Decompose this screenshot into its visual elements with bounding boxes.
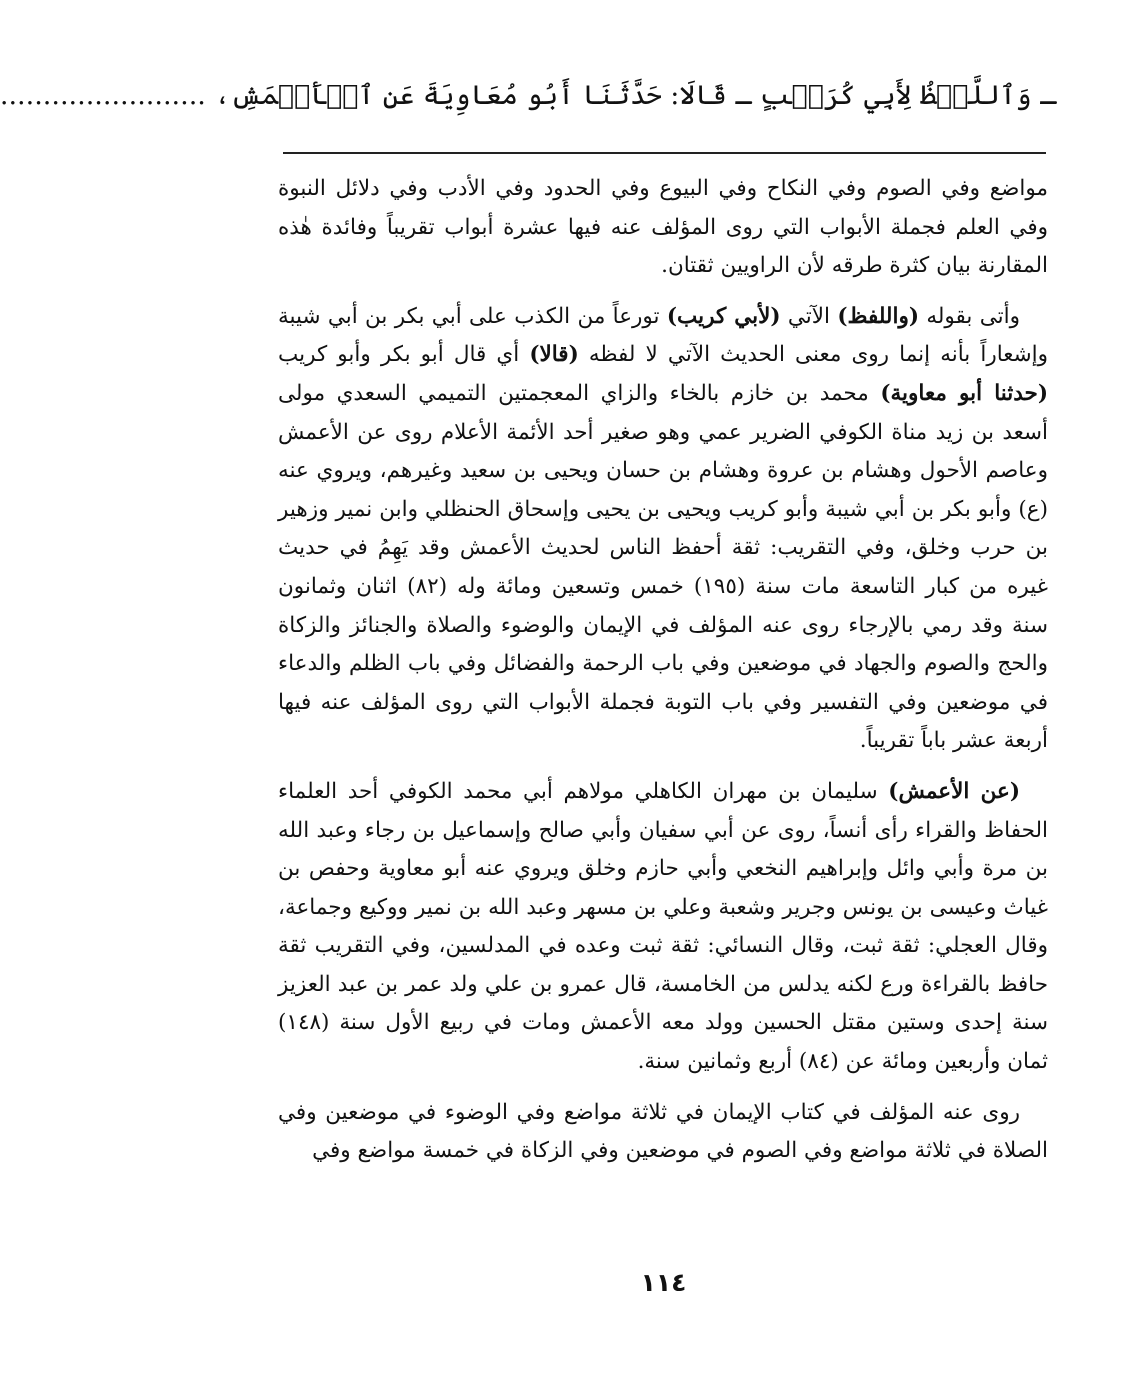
bold-term: (حدثنا أبو معاوية) bbox=[880, 380, 1048, 406]
page-number: ١١٤ bbox=[640, 1268, 687, 1297]
bold-term: (عن الأعمش) bbox=[888, 778, 1020, 804]
text-run: أي قال أبو بكر وأبو كريب bbox=[278, 342, 530, 368]
paragraph-3 bbox=[278, 773, 1048, 1082]
header-divider bbox=[283, 152, 1046, 154]
hadith-header-line: ـ وَٱللَّفۡظُ لِأَبِي كُرَيۡبٍ ـ قَالَا: حَدَّثَنَا أَبُو مُعَاوِيَةَ عَنِ ٱلۡأَعۡمَشِ، ........................ bbox=[0, 80, 1056, 111]
paragraph-4 bbox=[278, 1094, 1048, 1171]
text-run: تورعاً من الكذب على أبي بكر بن أبي شيبة وإشعاراً بأنه إنما روى معنى الحديث الآتي لا لفظه bbox=[278, 303, 1048, 368]
commentary-body bbox=[278, 170, 1048, 1171]
bold-term: (واللفظ) bbox=[837, 303, 920, 329]
paragraph-2 bbox=[278, 298, 1048, 761]
text-run: روى عنه المؤلف في كتاب الإيمان في ثلاثة مواضع وفي الوضوء في موضعين وفي الصلاة في ثلاثة مواضع وفي الصوم في موضعين وفي الزكاة في خمسة مواضع وفي bbox=[278, 1099, 1048, 1164]
text-run: مواضع وفي الصوم وفي النكاح وفي البيوع وفي الحدود وفي الأدب وفي دلائل النبوة وفي العلم فجملة الأبواب التي روى المؤلف عنه فيها عشرة أبواب تقريباً وفائدة هٰذه المقارنة بيان كثرة طرقه لأن الراويين ثقتان. bbox=[278, 176, 1048, 279]
text-run: محمد بن خازم بالخاء والزاي المعجمتين التميمي السعدي مولى أسعد بن زيد مناة الكوفي الضرير عمي وهو صغير أحد الأئمة الأعلام روى عن الأعمش وعاصم الأحول وهشام بن عروة وهشام بن حسان ويحيى بن سعيد وغيرهم، ويروي عنه (ع) وأبو بكر بن أبي شيبة وأبو كريب ويحيى بن يحيى وإسحاق الحنظلي وابن نمير وزهير بن حرب وخلق، وفي التقريب: ثقة أحفظ الناس لحديث الأعمش وقد يَهِمُ في حديث غيره من كبار التاسعة مات سنة (١٩٥) خمس وتسعين ومائة وله (٨٢) اثنان وثمانون سنة وقد رمي بالإرجاء روى عنه المؤلف في الإيمان والوضوء والصلاة والجنائز والزكاة والحج والصوم والجهاد في موضعين وفي باب الرحمة والفضائل وفي باب الظلم والدعاء في موضعين وفي التفسير وفي باب التوبة فجملة الأبواب التي روى المؤلف عنه فيها أربعة عشر باباً تقريباً. bbox=[278, 380, 1048, 754]
bold-term: (قالا) bbox=[529, 342, 579, 368]
text-run: سليمان بن مهران الكاهلي مولاهم أبي محمد الكوفي أحد العلماء الحفاظ والقراء رأى أنساً، روى عن أبي سفيان وأبي صالح وإسماعيل بن رجاء وعبد الله بن مرة وأبي وائل وإبراهيم النخعي وأبي حازم وخلق ويروي عنه أبو معاوية وحفص بن غياث وعيسى بن يونس وجرير وشعبة وعلي بن مسهر وعبد الله بن نمير ووكيع وجماعة، وقال العجلي: ثقة ثبت، وقال النسائي: ثقة ثبت وعده في المدلسين، وفي التقريب ثقة حافظ بالقراءة ورع لكنه يدلس من الخامسة، قال عمرو بن علي ولد عمر بن عبد العزيز سنة إحدى وستين مقتل الحسين وولد معه الأعمش ومات في ربيع الأول سنة (١٤٨) ثمان وأربعين ومائة عن (٨٤) أربع وثمانين سنة. bbox=[278, 778, 1048, 1075]
text-run: الآتي bbox=[780, 303, 838, 329]
text-run: وأتى بقوله bbox=[919, 303, 1020, 329]
paragraph-1 bbox=[278, 170, 1048, 286]
bold-term: (لأبي كريب) bbox=[666, 303, 781, 329]
